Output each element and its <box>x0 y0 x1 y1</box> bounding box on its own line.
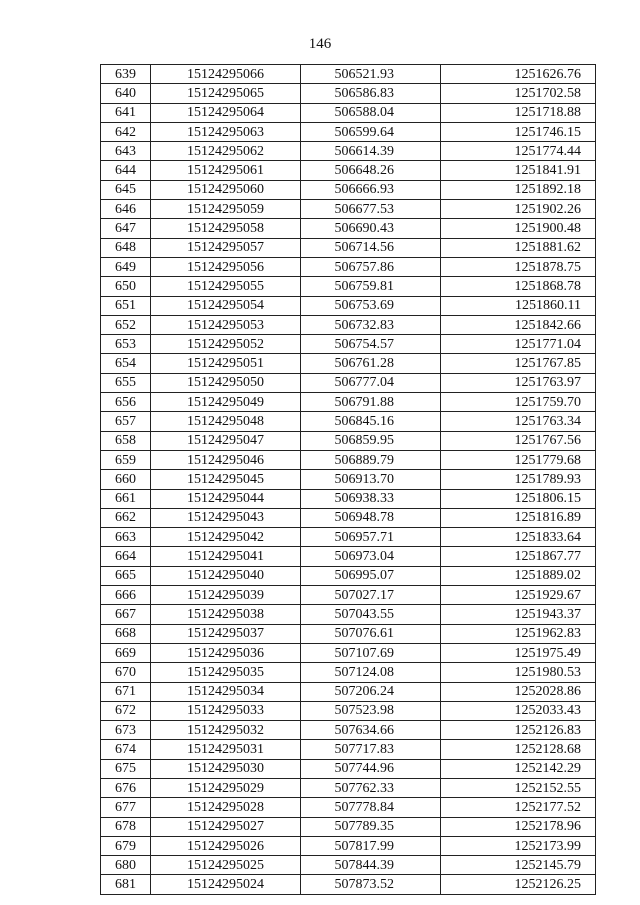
y-coordinate: 1251868.78 <box>441 277 596 296</box>
cadastral-number: 15124295024 <box>151 875 301 894</box>
cadastral-number: 15124295060 <box>151 180 301 199</box>
row-number: 667 <box>101 605 151 624</box>
cadastral-number: 15124295066 <box>151 65 301 84</box>
row-number: 654 <box>101 354 151 373</box>
y-coordinate: 1251889.02 <box>441 566 596 585</box>
row-number: 639 <box>101 65 151 84</box>
table-row <box>101 200 596 219</box>
coordinates-table <box>100 64 596 895</box>
table-body <box>101 65 596 895</box>
row-number: 656 <box>101 393 151 412</box>
row-number: 672 <box>101 701 151 720</box>
y-coordinate: 1251892.18 <box>441 180 596 199</box>
table-row <box>101 373 596 392</box>
y-coordinate: 1252033.43 <box>441 701 596 720</box>
x-coordinate: 507744.96 <box>301 759 441 778</box>
x-coordinate: 506889.79 <box>301 450 441 469</box>
cadastral-number: 15124295046 <box>151 450 301 469</box>
row-number: 662 <box>101 508 151 527</box>
cadastral-number: 15124295042 <box>151 528 301 547</box>
y-coordinate: 1251759.70 <box>441 393 596 412</box>
cadastral-number: 15124295050 <box>151 373 301 392</box>
table-row <box>101 547 596 566</box>
cadastral-number: 15124295059 <box>151 200 301 219</box>
cadastral-number: 15124295027 <box>151 817 301 836</box>
table-row <box>101 219 596 238</box>
y-coordinate: 1251943.37 <box>441 605 596 624</box>
cadastral-number: 15124295036 <box>151 643 301 662</box>
x-coordinate: 507206.24 <box>301 682 441 701</box>
x-coordinate: 506957.71 <box>301 528 441 547</box>
x-coordinate: 507076.61 <box>301 624 441 643</box>
table-row <box>101 721 596 740</box>
table-row <box>101 605 596 624</box>
table-row <box>101 489 596 508</box>
y-coordinate: 1251900.48 <box>441 219 596 238</box>
row-number: 649 <box>101 257 151 276</box>
table-row <box>101 836 596 855</box>
y-coordinate: 1252126.83 <box>441 721 596 740</box>
row-number: 675 <box>101 759 151 778</box>
cadastral-number: 15124295026 <box>151 836 301 855</box>
table-row <box>101 450 596 469</box>
cadastral-number: 15124295039 <box>151 586 301 605</box>
table-row <box>101 586 596 605</box>
table-row <box>101 257 596 276</box>
table-row <box>101 84 596 103</box>
row-number: 670 <box>101 663 151 682</box>
cadastral-number: 15124295035 <box>151 663 301 682</box>
row-number: 645 <box>101 180 151 199</box>
x-coordinate: 506791.88 <box>301 393 441 412</box>
y-coordinate: 1251902.26 <box>441 200 596 219</box>
table-row <box>101 817 596 836</box>
row-number: 655 <box>101 373 151 392</box>
row-number: 671 <box>101 682 151 701</box>
table-row <box>101 682 596 701</box>
table-row <box>101 103 596 122</box>
y-coordinate: 1251878.75 <box>441 257 596 276</box>
x-coordinate: 507027.17 <box>301 586 441 605</box>
x-coordinate: 507873.52 <box>301 875 441 894</box>
y-coordinate: 1251975.49 <box>441 643 596 662</box>
table-row <box>101 798 596 817</box>
row-number: 657 <box>101 412 151 431</box>
x-coordinate: 506859.95 <box>301 431 441 450</box>
x-coordinate: 506777.04 <box>301 373 441 392</box>
cadastral-number: 15124295052 <box>151 335 301 354</box>
row-number: 653 <box>101 335 151 354</box>
page-number: 146 <box>308 36 332 52</box>
cadastral-number: 15124295055 <box>151 277 301 296</box>
y-coordinate: 1252178.96 <box>441 817 596 836</box>
cadastral-number: 15124295037 <box>151 624 301 643</box>
y-coordinate: 1251763.34 <box>441 412 596 431</box>
x-coordinate: 507762.33 <box>301 778 441 797</box>
cadastral-number: 15124295044 <box>151 489 301 508</box>
cadastral-number: 15124295057 <box>151 238 301 257</box>
y-coordinate: 1251789.93 <box>441 470 596 489</box>
x-coordinate: 506690.43 <box>301 219 441 238</box>
table-row <box>101 315 596 334</box>
y-coordinate: 1251842.66 <box>441 315 596 334</box>
y-coordinate: 1252126.25 <box>441 875 596 894</box>
x-coordinate: 506995.07 <box>301 566 441 585</box>
row-number: 646 <box>101 200 151 219</box>
table-row <box>101 528 596 547</box>
x-coordinate: 506973.04 <box>301 547 441 566</box>
cadastral-number: 15124295051 <box>151 354 301 373</box>
table-row <box>101 65 596 84</box>
row-number: 644 <box>101 161 151 180</box>
y-coordinate: 1251806.15 <box>441 489 596 508</box>
table-row <box>101 643 596 662</box>
cadastral-number: 15124295041 <box>151 547 301 566</box>
table-row <box>101 508 596 527</box>
cadastral-number: 15124295034 <box>151 682 301 701</box>
x-coordinate: 506586.83 <box>301 84 441 103</box>
x-coordinate: 507789.35 <box>301 817 441 836</box>
y-coordinate: 1251767.85 <box>441 354 596 373</box>
x-coordinate: 507107.69 <box>301 643 441 662</box>
y-coordinate: 1251860.11 <box>441 296 596 315</box>
x-coordinate: 507817.99 <box>301 836 441 855</box>
row-number: 679 <box>101 836 151 855</box>
cadastral-number: 15124295033 <box>151 701 301 720</box>
x-coordinate: 506845.16 <box>301 412 441 431</box>
cadastral-number: 15124295054 <box>151 296 301 315</box>
x-coordinate: 506599.64 <box>301 122 441 141</box>
cadastral-number: 15124295030 <box>151 759 301 778</box>
table-row <box>101 354 596 373</box>
table-row <box>101 238 596 257</box>
x-coordinate: 507717.83 <box>301 740 441 759</box>
y-coordinate: 1251626.76 <box>441 65 596 84</box>
table-row <box>101 470 596 489</box>
y-coordinate: 1251980.53 <box>441 663 596 682</box>
x-coordinate: 506753.69 <box>301 296 441 315</box>
cadastral-number: 15124295029 <box>151 778 301 797</box>
cadastral-number: 15124295032 <box>151 721 301 740</box>
table-row <box>101 161 596 180</box>
row-number: 647 <box>101 219 151 238</box>
y-coordinate: 1251962.83 <box>441 624 596 643</box>
cadastral-number: 15124295040 <box>151 566 301 585</box>
y-coordinate: 1251718.88 <box>441 103 596 122</box>
y-coordinate: 1252128.68 <box>441 740 596 759</box>
x-coordinate: 506913.70 <box>301 470 441 489</box>
cadastral-number: 15124295048 <box>151 412 301 431</box>
row-number: 660 <box>101 470 151 489</box>
y-coordinate: 1252152.55 <box>441 778 596 797</box>
x-coordinate: 507844.39 <box>301 856 441 875</box>
x-coordinate: 506648.26 <box>301 161 441 180</box>
table-row <box>101 277 596 296</box>
row-number: 643 <box>101 142 151 161</box>
cadastral-number: 15124295045 <box>151 470 301 489</box>
y-coordinate: 1252145.79 <box>441 856 596 875</box>
y-coordinate: 1252173.99 <box>441 836 596 855</box>
cadastral-number: 15124295053 <box>151 315 301 334</box>
row-number: 666 <box>101 586 151 605</box>
row-number: 641 <box>101 103 151 122</box>
x-coordinate: 507778.84 <box>301 798 441 817</box>
x-coordinate: 506588.04 <box>301 103 441 122</box>
row-number: 677 <box>101 798 151 817</box>
x-coordinate: 507124.08 <box>301 663 441 682</box>
table-row <box>101 431 596 450</box>
y-coordinate: 1251833.64 <box>441 528 596 547</box>
cadastral-number: 15124295062 <box>151 142 301 161</box>
y-coordinate: 1251779.68 <box>441 450 596 469</box>
x-coordinate: 506666.93 <box>301 180 441 199</box>
row-number: 648 <box>101 238 151 257</box>
y-coordinate: 1251771.04 <box>441 335 596 354</box>
y-coordinate: 1251774.44 <box>441 142 596 161</box>
x-coordinate: 506521.93 <box>301 65 441 84</box>
table-row <box>101 142 596 161</box>
y-coordinate: 1251816.89 <box>441 508 596 527</box>
x-coordinate: 506759.81 <box>301 277 441 296</box>
x-coordinate: 507634.66 <box>301 721 441 740</box>
table-row <box>101 393 596 412</box>
row-number: 661 <box>101 489 151 508</box>
y-coordinate: 1251746.15 <box>441 122 596 141</box>
cadastral-number: 15124295058 <box>151 219 301 238</box>
cadastral-number: 15124295056 <box>151 257 301 276</box>
table-row <box>101 759 596 778</box>
table-row <box>101 335 596 354</box>
table-row <box>101 856 596 875</box>
x-coordinate: 507523.98 <box>301 701 441 720</box>
row-number: 663 <box>101 528 151 547</box>
x-coordinate: 506614.39 <box>301 142 441 161</box>
row-number: 669 <box>101 643 151 662</box>
x-coordinate: 506757.86 <box>301 257 441 276</box>
y-coordinate: 1251841.91 <box>441 161 596 180</box>
cadastral-number: 15124295064 <box>151 103 301 122</box>
y-coordinate: 1251929.67 <box>441 586 596 605</box>
row-number: 678 <box>101 817 151 836</box>
row-number: 668 <box>101 624 151 643</box>
table-row <box>101 624 596 643</box>
cadastral-number: 15124295061 <box>151 161 301 180</box>
x-coordinate: 506714.56 <box>301 238 441 257</box>
cadastral-number: 15124295031 <box>151 740 301 759</box>
table-row <box>101 180 596 199</box>
x-coordinate: 506761.28 <box>301 354 441 373</box>
row-number: 642 <box>101 122 151 141</box>
y-coordinate: 1251767.56 <box>441 431 596 450</box>
table-row <box>101 778 596 797</box>
row-number: 665 <box>101 566 151 585</box>
table-row <box>101 296 596 315</box>
x-coordinate: 506754.57 <box>301 335 441 354</box>
table-row <box>101 740 596 759</box>
cadastral-number: 15124295025 <box>151 856 301 875</box>
cadastral-number: 15124295047 <box>151 431 301 450</box>
x-coordinate: 507043.55 <box>301 605 441 624</box>
cadastral-number: 15124295038 <box>151 605 301 624</box>
table-row <box>101 412 596 431</box>
row-number: 673 <box>101 721 151 740</box>
y-coordinate: 1252142.29 <box>441 759 596 778</box>
row-number: 681 <box>101 875 151 894</box>
row-number: 652 <box>101 315 151 334</box>
cadastral-number: 15124295049 <box>151 393 301 412</box>
y-coordinate: 1251763.97 <box>441 373 596 392</box>
row-number: 650 <box>101 277 151 296</box>
y-coordinate: 1251881.62 <box>441 238 596 257</box>
cadastral-number: 15124295043 <box>151 508 301 527</box>
y-coordinate: 1252177.52 <box>441 798 596 817</box>
row-number: 658 <box>101 431 151 450</box>
row-number: 664 <box>101 547 151 566</box>
y-coordinate: 1251702.58 <box>441 84 596 103</box>
x-coordinate: 506677.53 <box>301 200 441 219</box>
row-number: 680 <box>101 856 151 875</box>
table-row <box>101 875 596 894</box>
y-coordinate: 1252028.86 <box>441 682 596 701</box>
table-row <box>101 663 596 682</box>
table-row <box>101 122 596 141</box>
cadastral-number: 15124295063 <box>151 122 301 141</box>
row-number: 651 <box>101 296 151 315</box>
x-coordinate: 506732.83 <box>301 315 441 334</box>
cadastral-number: 15124295065 <box>151 84 301 103</box>
row-number: 640 <box>101 84 151 103</box>
x-coordinate: 506938.33 <box>301 489 441 508</box>
row-number: 674 <box>101 740 151 759</box>
y-coordinate: 1251867.77 <box>441 547 596 566</box>
row-number: 676 <box>101 778 151 797</box>
row-number: 659 <box>101 450 151 469</box>
table-row <box>101 701 596 720</box>
table-row <box>101 566 596 585</box>
cadastral-number: 15124295028 <box>151 798 301 817</box>
x-coordinate: 506948.78 <box>301 508 441 527</box>
